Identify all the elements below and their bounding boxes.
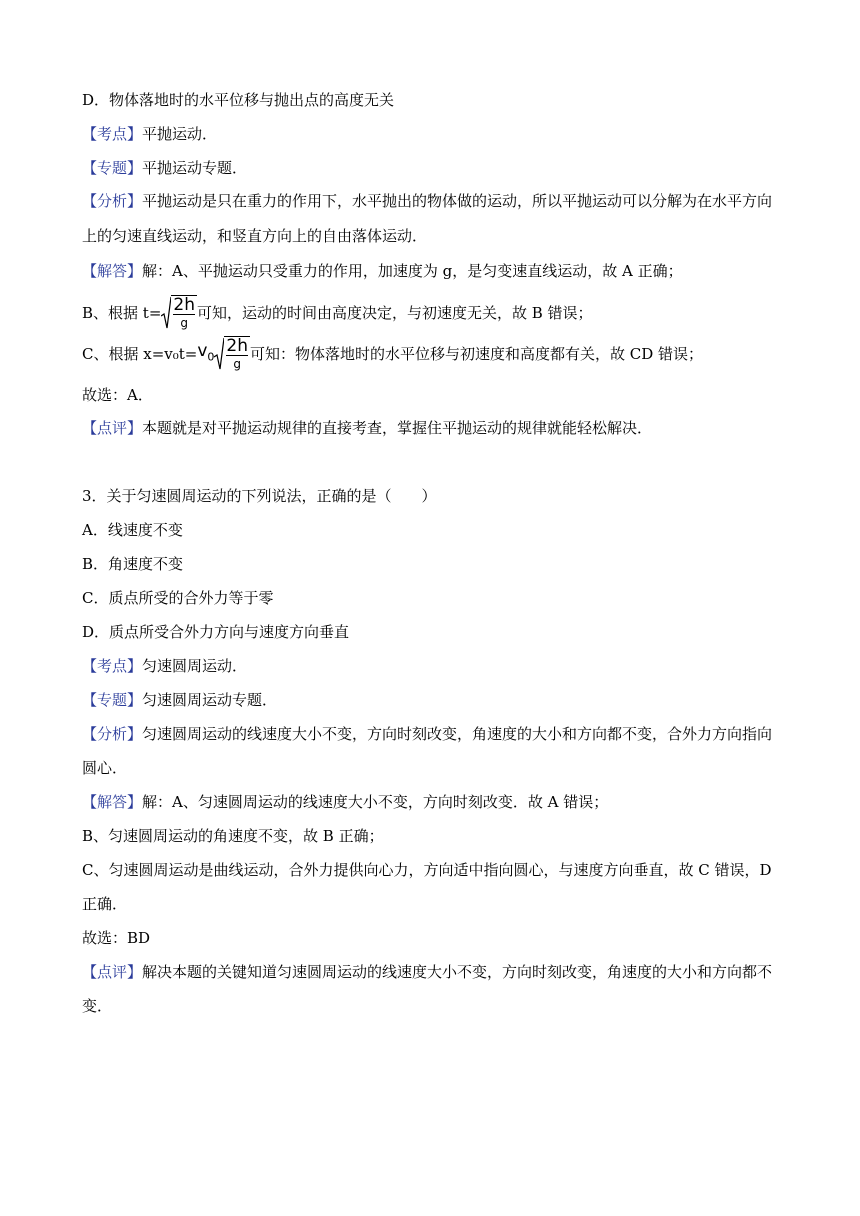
q2-dianping: [82, 418, 782, 438]
jieda-tag: 【解答】: [82, 793, 143, 811]
q2-jieda: [82, 261, 782, 281]
jieda-line-1: 解：A、平抛运动只受重力的作用，加速度为 g，是匀变速直线运动，故 A 正确；: [142, 262, 683, 280]
fenxi-line-1: 平抛运动是只在重力的作用下，水平抛出的物体做的运动，所以平抛运动可以分解为在水平方向: [142, 192, 773, 210]
q3-dianping-line-2: 变．: [82, 997, 113, 1015]
jieda-line-1: 解：A、匀速圆周运动的线速度大小不变，方向时刻改变．故 A 错误；: [142, 793, 609, 811]
q3-fenxi: [82, 724, 782, 744]
fraction-2h-g: [171, 295, 197, 331]
radical-sign-icon: [161, 296, 171, 330]
q3-option-c: C．质点所受的合外力等于零: [82, 589, 274, 607]
zhuanti-text: 匀速圆周运动专题．: [142, 691, 278, 709]
q3-option-b: B．角速度不变: [82, 555, 184, 573]
kaodian-tag: 【考点】: [82, 657, 143, 675]
q3-jieda-line-2: B、匀速圆周运动的角速度不变，故 B 正确；: [82, 827, 384, 845]
q3-guxuan: 故选：BD: [82, 929, 151, 947]
q2-jieda-b: [82, 296, 782, 330]
jieda-c-prefix: C、根据 x=v₀t=: [82, 345, 198, 363]
kaodian-text: 匀速圆周运动．: [142, 657, 248, 675]
dianping-line-1: 解决本题的关键知道匀速圆周运动的线速度大小不变，方向时刻改变，角速度的大小和方向都不: [142, 963, 773, 981]
dianping-tag: 【点评】: [82, 963, 143, 981]
sqrt-2h-over-g-formula: [161, 295, 197, 331]
q3-kaodian: [82, 656, 782, 676]
sqrt-2h-over-g-formula-c: [214, 336, 250, 372]
jieda-b-suffix: 可知，运动的时间由高度决定，与初速度无关，故 B 错误；: [196, 304, 593, 322]
fenxi-line-1: 匀速圆周运动的线速度大小不变，方向时刻改变，角速度的大小和方向都不变，合外力方向指向: [142, 725, 773, 743]
q3-option-a: A．线速度不变: [82, 521, 183, 539]
q3-option-d: D．质点所受合外力方向与速度方向垂直: [82, 623, 350, 641]
fenxi-tag: 【分析】: [82, 725, 143, 743]
q2-guxuan: 故选：A．: [82, 386, 153, 404]
jieda-c-suffix: 可知：物体落地时的水平位移与初速度和高度都有关，故 CD 错误；: [250, 345, 704, 363]
q2-option-d: D．物体落地时的水平位移与抛出点的高度无关: [82, 91, 395, 109]
q2-jieda-c: [82, 337, 782, 371]
q2-kaodian: [82, 124, 782, 144]
q3-zhuanti: [82, 690, 782, 710]
kaodian-tag: 【考点】: [82, 125, 143, 143]
q3-question: 3．关于匀速圆周运动的下列说法，正确的是（ ）: [82, 487, 437, 505]
q2-zhuanti: [82, 158, 782, 178]
fraction-denominator: g: [226, 355, 248, 372]
fenxi-tag: 【分析】: [82, 192, 143, 210]
fraction-numerator: 2h: [226, 336, 249, 356]
q3-dianping: [82, 962, 782, 982]
fraction-2h-g: [224, 336, 250, 372]
dianping-text: 本题就是对平抛运动规律的直接考查，掌握住平抛运动的规律就能轻松解决．: [142, 419, 653, 437]
dianping-tag: 【点评】: [82, 419, 143, 437]
jieda-b-prefix: B、根据 t=: [82, 304, 162, 322]
q3-jieda-line-3: C、匀速圆周运动是曲线运动，合外力提供向心力，方向适中指向圆心，与速度方向垂直，故 C 错误，D: [82, 861, 772, 879]
q3-jieda: [82, 792, 782, 812]
q2-fenxi-line-2: 上的匀速直线运动，和竖直方向上的自由落体运动．: [82, 227, 428, 245]
v0-symbol: $v_0$: [197, 340, 215, 364]
zhuanti-text: 平抛运动专题．: [142, 159, 248, 177]
fraction-denominator: g: [173, 314, 195, 331]
radical-sign-icon: [214, 337, 224, 371]
jieda-tag: 【解答】: [82, 262, 143, 280]
q3-jieda-line-4: 正确．: [82, 895, 128, 913]
zhuanti-tag: 【专题】: [82, 691, 143, 709]
kaodian-text: 平抛运动．: [142, 125, 218, 143]
fraction-numerator: 2h: [173, 295, 195, 315]
q3-fenxi-line-2: 圆心．: [82, 759, 128, 777]
q2-fenxi: [82, 191, 782, 211]
zhuanti-tag: 【专题】: [82, 159, 143, 177]
